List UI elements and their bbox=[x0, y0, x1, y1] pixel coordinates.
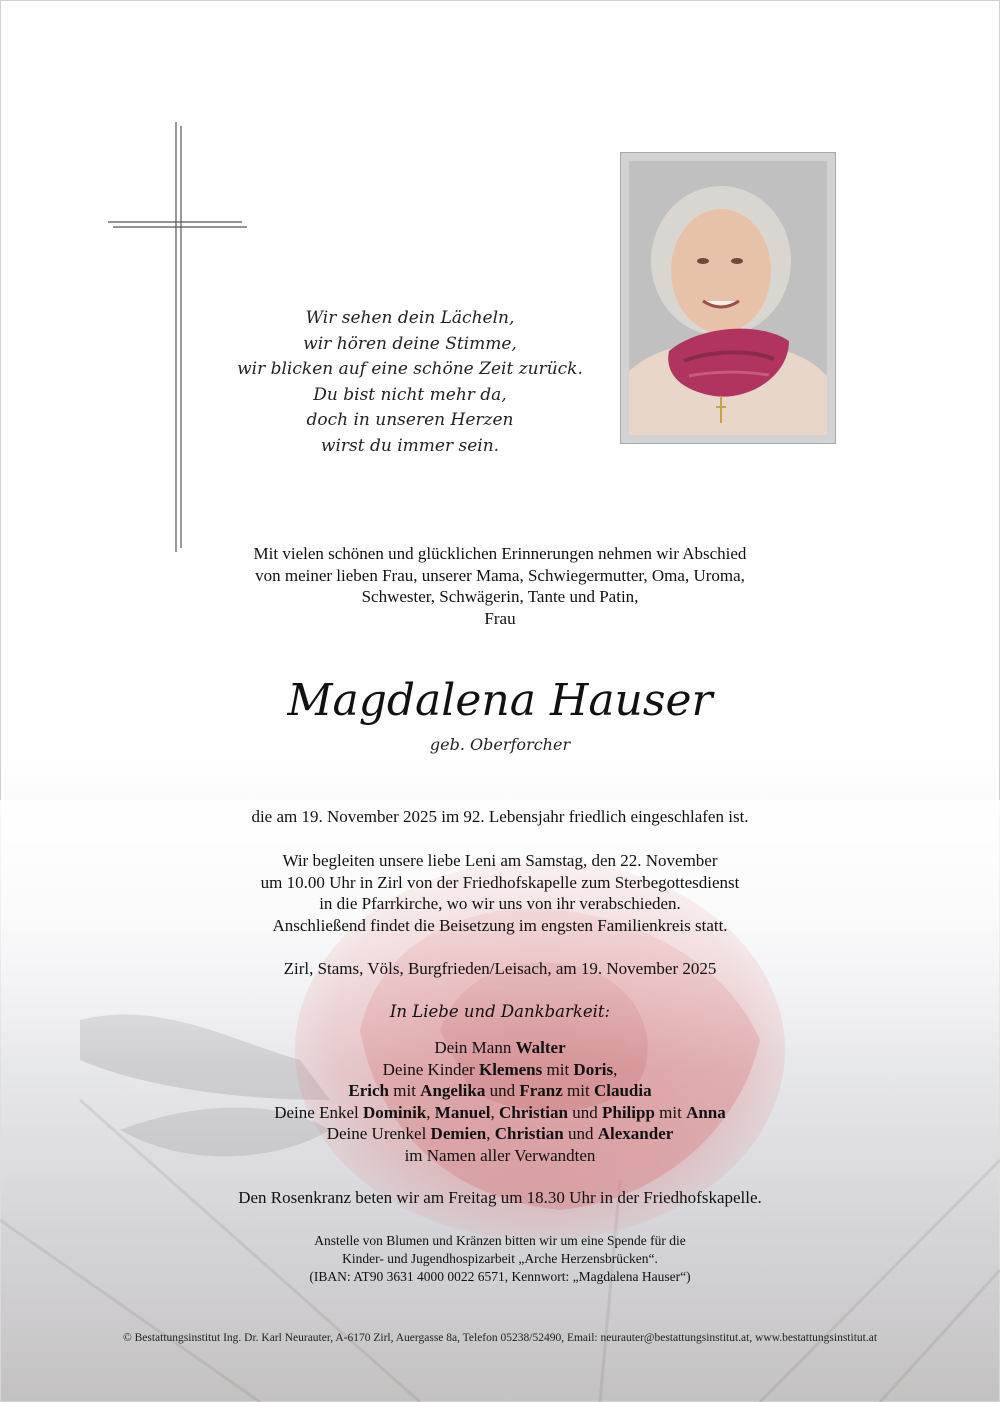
child-name: Franz bbox=[519, 1081, 563, 1100]
funeral-line: in die Pfarrkirche, wo wir uns von ihr verabschieden. bbox=[319, 894, 681, 913]
funeral-details bbox=[150, 850, 850, 936]
grandchild-name: Dominik bbox=[362, 1102, 427, 1122]
place-date: Zirl, Stams, Völs, Burgfrieden/Leisach, am 19. November 2025 bbox=[283, 959, 717, 978]
connector-mit: mit bbox=[567, 1081, 590, 1100]
intro-line: Schwester, Schwägerin, Tante und Patin, bbox=[361, 587, 639, 606]
mourners-heading-text: In Liebe und Dankbarkeit: bbox=[389, 1002, 611, 1021]
mourner-line-relatives: im Namen aller Verwandten bbox=[404, 1145, 596, 1165]
connector-mit: mit bbox=[393, 1081, 416, 1100]
child-name: Klemens bbox=[478, 1059, 543, 1079]
mourners-list bbox=[150, 1037, 850, 1166]
rosary-notice: Den Rosenkranz beten wir am Freitag um 18.30 Uhr in der Friedhofskapelle. bbox=[238, 1188, 762, 1207]
farewell-intro bbox=[150, 543, 850, 629]
poem-line: Du bist nicht mehr da, bbox=[313, 384, 507, 405]
great-grandchildren-prefix: Deine Urenkel bbox=[326, 1124, 427, 1143]
grandchildren-prefix: Deine Enkel bbox=[274, 1102, 359, 1122]
memorial-poem bbox=[210, 306, 610, 459]
intro-line: Mit vielen schönen und glücklichen Erinnerungen nehmen wir Abschied bbox=[253, 544, 747, 563]
deceased-name: Magdalena Hauser bbox=[287, 675, 713, 726]
grandchild-name: Philipp bbox=[601, 1102, 655, 1122]
partner-name: Angelika bbox=[420, 1081, 486, 1100]
mourner-line-children-2 bbox=[150, 1080, 850, 1102]
intro-line: Frau bbox=[484, 608, 516, 628]
children-prefix: Deine Kinder bbox=[382, 1059, 475, 1079]
partner-name: Anna bbox=[686, 1102, 726, 1122]
portrait-frame bbox=[620, 152, 836, 444]
mourners-heading bbox=[150, 1001, 850, 1023]
husband-prefix: Dein Mann bbox=[434, 1038, 512, 1057]
connector-und: und bbox=[572, 1102, 598, 1122]
poem-line: doch in unseren Herzen bbox=[306, 410, 514, 430]
great-grandchild-name: Alexander bbox=[597, 1124, 674, 1143]
portrait-photo bbox=[629, 161, 827, 435]
donation-request bbox=[150, 1232, 850, 1286]
funeral-home-footer: © Bestattungsinstitut Ing. Dr. Karl Neurauter, A-6170 Zirl, Auergasse 8a, Telefon 05238/52490, Email: neurauter@bestattungsinstitut.at, www.bestattungsinstitut.at bbox=[122, 1332, 878, 1344]
intro-line: von meiner lieben Frau, unserer Mama, Schwiegermutter, Oma, Uroma, bbox=[255, 565, 745, 585]
poem-line: wirst du immer sein. bbox=[320, 435, 500, 456]
mourner-line-grandchildren: Deine Enkel Dominik, Manuel, Christian und Philipp mit Anna bbox=[274, 1102, 726, 1122]
funeral-line: Anschließend findet die Beisetzung im engsten Familienkreis statt. bbox=[272, 915, 728, 935]
mourner-line-children: Deine Kinder Klemens mit Doris, bbox=[382, 1059, 618, 1079]
donation-line: (IBAN: AT90 3631 4000 0022 6571, Kennwort: „Magdalena Hauser“) bbox=[309, 1269, 691, 1284]
child-name: Erich bbox=[348, 1081, 389, 1100]
grandchild-name: Manuel bbox=[434, 1102, 491, 1122]
donation-line: Anstelle von Blumen und Kränzen bitten wir um eine Spende für die bbox=[314, 1233, 686, 1248]
maiden-name: geb. Oberforcher bbox=[429, 735, 571, 754]
great-grandchild-name: Demien bbox=[430, 1124, 487, 1143]
poem-line: wir blicken auf eine schöne Zeit zurück. bbox=[237, 359, 583, 379]
poem-line: Wir sehen dein Lächeln, bbox=[305, 308, 515, 328]
funeral-line: Wir begleiten unsere liebe Leni am Samstag, den 22. November bbox=[282, 851, 718, 870]
husband-name: Walter bbox=[515, 1038, 566, 1057]
poem-line: wir hören deine Stimme, bbox=[303, 333, 517, 354]
connector-mit: mit bbox=[546, 1059, 570, 1079]
partner-name: Doris bbox=[573, 1059, 614, 1079]
death-notice: die am 19. November 2025 im 92. Lebensjahr friedlich eingeschlafen ist. bbox=[251, 807, 749, 826]
mourner-line-husband bbox=[150, 1037, 850, 1059]
mourner-line-great-grandchildren: Deine Urenkel Demien, Christian und Alexander bbox=[326, 1124, 674, 1143]
connector-und: und bbox=[567, 1124, 594, 1143]
donation-line: Kinder- und Jugendhospizarbeit „Arche Herzensbrücken“. bbox=[342, 1251, 658, 1266]
partner-name: Claudia bbox=[593, 1081, 652, 1100]
great-grandchild-name: Christian bbox=[494, 1124, 564, 1143]
connector-mit: mit bbox=[659, 1102, 682, 1122]
funeral-line: um 10.00 Uhr in Zirl von der Friedhofskapelle zum Sterbegottesdienst bbox=[260, 872, 740, 892]
grandchild-name: Christian bbox=[499, 1102, 568, 1122]
connector-und: und bbox=[489, 1081, 516, 1100]
